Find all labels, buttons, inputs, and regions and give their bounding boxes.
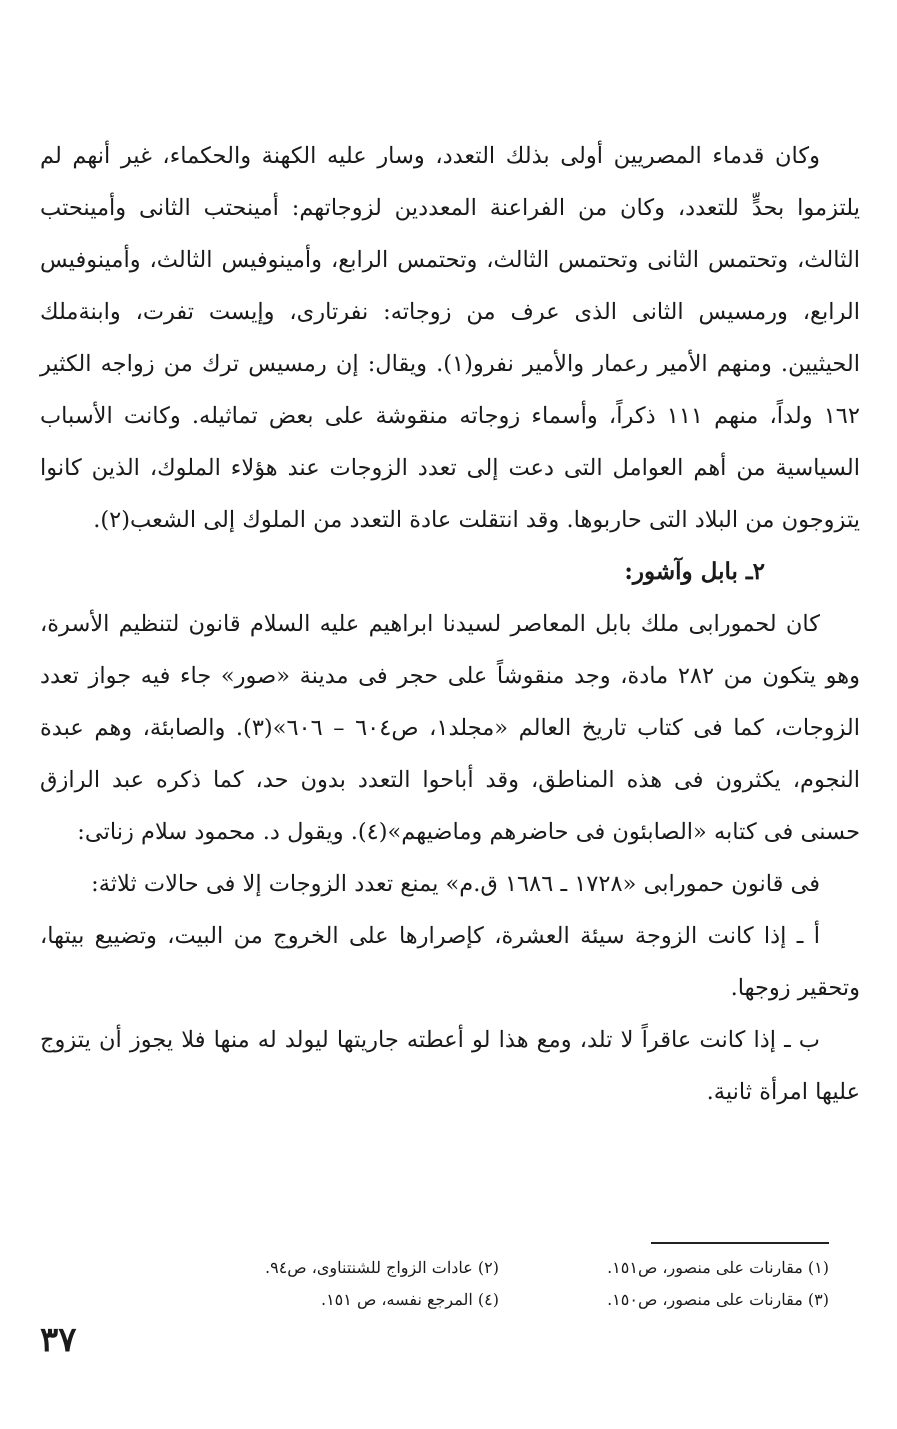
footnote-2: (٢) عادات الزواج للشنتناوى، ص٩٤.	[265, 1258, 499, 1277]
footnotes	[59, 1252, 829, 1316]
footnote-row	[59, 1252, 829, 1284]
page-number: ٣٧	[40, 1320, 77, 1360]
section-heading-babylon-assyria: ٢ـ بابل وآشور:	[624, 558, 765, 585]
footnote-row	[59, 1284, 829, 1316]
footnote-3: (٣) مقارنات على منصور، ص١٥٠.	[607, 1290, 829, 1309]
footnote-1: (١) مقارنات على منصور، ص١٥١.	[607, 1258, 829, 1277]
paragraph-hammurabi: كان لحمورابى ملك بابل المعاصر لسيدنا ابراهيم عليه السلام قانون لتنظيم الأسرة، وهو يتكون من ٢٨٢ مادة، وجد منقوشاً على حجر فى مدينة «صور» جاء فيه جواز تعدد الزوجات، كما فى كتاب تاريخ العالم «مجلد١، ص٦٠٤ – ٦٠٦»(٣). والصابئة، وهم عبدة النجوم، يكثرون فى هذه المناطق، وقد أباحوا التعدد بدون حد، كما ذكره عبد الرازق حسنى فى كتابه «الصابئون فى حاضرهم وماضيهم»(٤). ويقول د. محمود سلام زناتى:	[40, 611, 860, 845]
paragraph-condition-b: ب ـ إذا كانت عاقراً لا تلد، ومع هذا لو أعطته جاريتها ليولد له منها فلا يجوز أن يتزوج عليها امرأة ثانية.	[40, 1027, 860, 1105]
footnote-divider	[651, 1242, 829, 1244]
paragraph-hammurabi-law: فى قانون حمورابى «١٧٢٨ ـ ١٦٨٦ ق.م» يمنع تعدد الزوجات إلا فى حالات ثلاثة:	[91, 871, 820, 897]
paragraph-condition-a: أ ـ إذا كانت الزوجة سيئة العشرة، كإصرارها على الخروج من البيت، وتضييع بيتها، وتحقير زوجها.	[40, 923, 860, 1001]
main-text	[40, 130, 860, 1118]
footnote-4: (٤) المرجع نفسه، ص ١٥١.	[320, 1290, 499, 1309]
paragraph-egyptians: وكان قدماء المصريين أولى بذلك التعدد، وسار عليه الكهنة والحكماء، غير أنهم لم يلتزموا بحدٍّ للتعدد، وكان من الفراعنة المعددين لزوجاتهم: أمينحتب الثانى وأمينحتب الثالث، وتحتمس الثانى وتحتمس الثالث، وتحتمس الرابع، وأمينوفيس الثالث، وأمينوفيس الرابع، ورمسيس الثانى الذى عرف من زوجاته: نفرتارى، وإيست تفرت، وابنةملك الحيثيين. ومنهم الأمير رعمار والأمير نفرو(١). ويقال: إن رمسيس ترك من زواجه الكثير ١٦٢ ولداً، منهم ١١١ ذكراً، وأسماء زوجاته منقوشة على بعض تماثيله. وكانت الأسباب السياسية من أهم العوامل التى دعت إلى تعدد الزوجات عند هؤلاء الملوك، الذين كانوا يتزوجون من البلاد التى حاربوها. وقد انتقلت عادة التعدد من الملوك إلى الشعب(٢).	[40, 143, 860, 533]
